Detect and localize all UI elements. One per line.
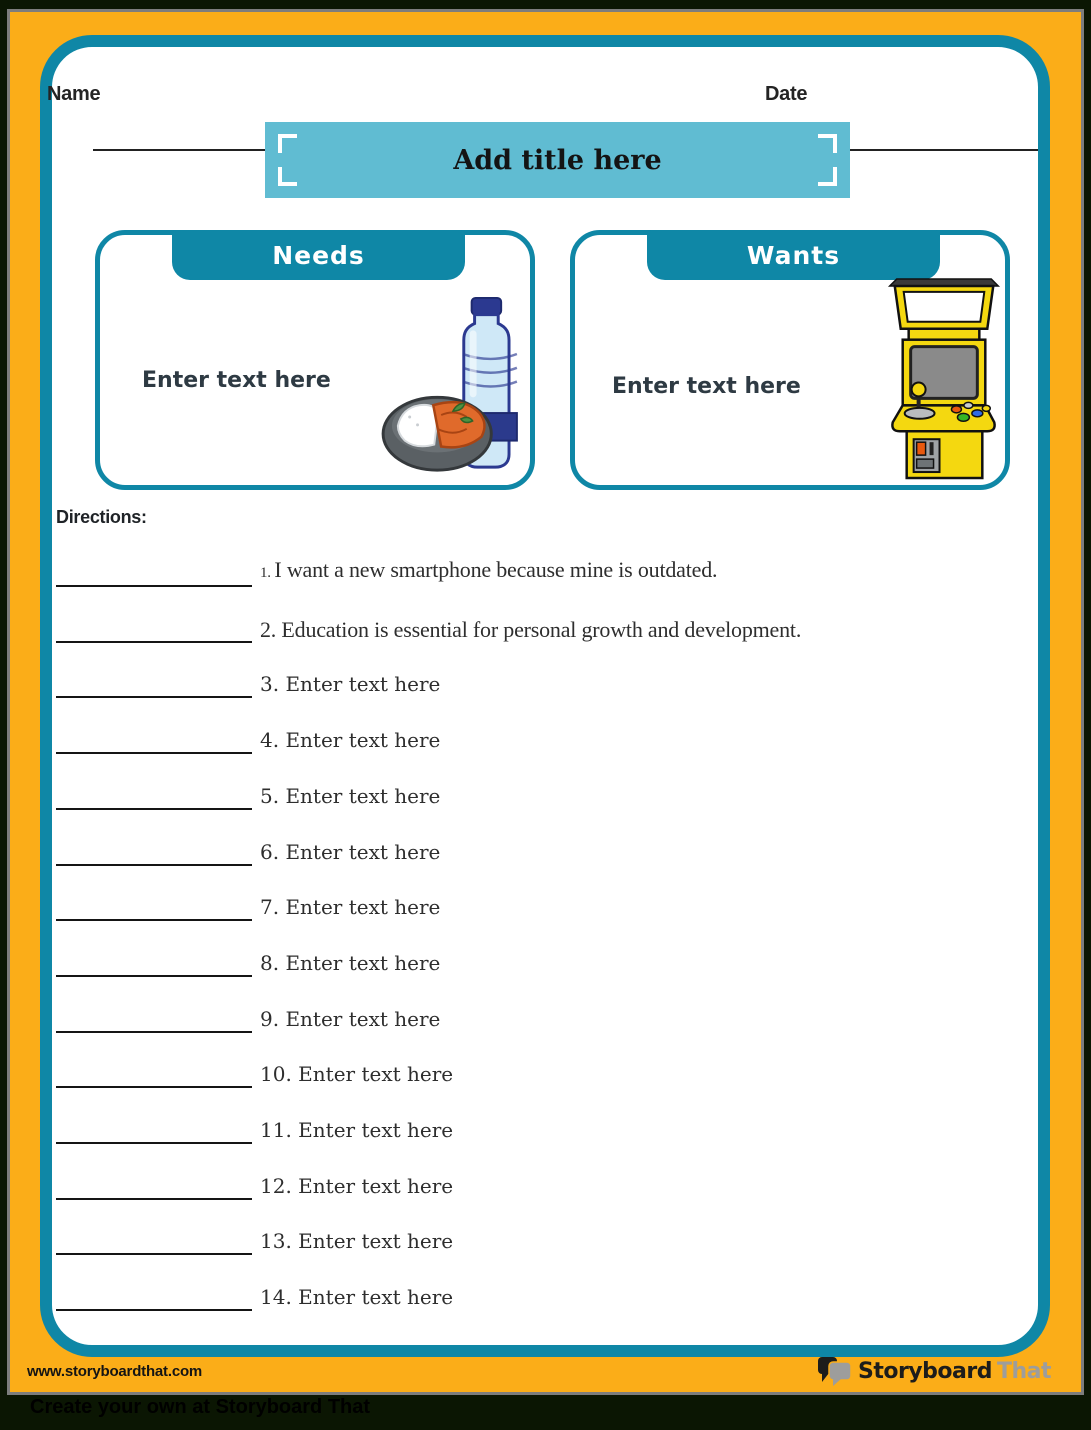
- corner-bracket-icon: [818, 167, 837, 186]
- needs-placeholder-text[interactable]: Enter text here: [142, 368, 331, 393]
- item-number: 10.: [260, 1062, 299, 1087]
- item-text[interactable]: 8. Enter text here: [260, 950, 441, 975]
- wants-box: [570, 230, 1010, 490]
- item-text[interactable]: 9. Enter text here: [260, 1006, 441, 1031]
- corner-bracket-icon: [818, 134, 837, 153]
- logo-text-primary: Storyboard: [857, 1359, 992, 1384]
- item-text[interactable]: 6. Enter text here: [260, 839, 441, 864]
- logo-text-secondary: That: [996, 1359, 1051, 1384]
- item-number: 3.: [260, 672, 286, 697]
- directions-label: Directions:: [56, 507, 147, 527]
- answer-blank[interactable]: [56, 672, 252, 698]
- worksheet-paper: [10, 12, 1081, 1392]
- answer-blank[interactable]: [56, 1007, 252, 1033]
- list-item: [56, 1225, 996, 1255]
- list-item: [56, 613, 996, 643]
- name-label: Name: [47, 83, 101, 105]
- answer-blank[interactable]: [56, 1062, 252, 1088]
- worksheet-page: [40, 35, 1050, 1357]
- item-text: 1. I want a new smartphone because mine is outdated.: [260, 557, 718, 582]
- item-number: 1.: [260, 565, 275, 581]
- item-number: 11.: [260, 1118, 299, 1142]
- arcade-machine-illustration: [886, 277, 1002, 481]
- answer-blank[interactable]: [56, 784, 252, 810]
- needs-header-tab: [172, 230, 465, 280]
- item-text[interactable]: 12. Enter text here: [260, 1173, 454, 1198]
- wants-placeholder-text[interactable]: Enter text here: [612, 374, 801, 399]
- item-number: 13.: [260, 1229, 299, 1254]
- list-item: [56, 836, 996, 866]
- food-and-water-illustration: [375, 295, 525, 477]
- item-text[interactable]: 3. Enter text here: [260, 672, 441, 697]
- corner-bracket-icon: [278, 134, 297, 153]
- list-item: [56, 1058, 996, 1088]
- answer-blank[interactable]: [56, 728, 252, 754]
- answer-blank[interactable]: [56, 1229, 252, 1255]
- item-text[interactable]: 11. Enter text here: [260, 1118, 454, 1142]
- needs-box: [95, 230, 535, 490]
- answer-blank[interactable]: [56, 1285, 252, 1311]
- create-your-own-tagline: Create your own at Storyboard That: [30, 1396, 371, 1418]
- answer-blank[interactable]: [56, 617, 252, 643]
- item-number: 9.: [260, 1006, 286, 1031]
- item-number: 8.: [260, 950, 286, 975]
- item-number: 6.: [260, 839, 286, 864]
- list-item: [56, 724, 996, 754]
- speech-bubbles-icon: [817, 1356, 853, 1387]
- item-number: 5.: [260, 783, 286, 808]
- needs-title: Needs: [272, 240, 365, 270]
- item-number: 14.: [260, 1285, 299, 1310]
- item-text[interactable]: 10. Enter text here: [260, 1062, 454, 1087]
- date-label: Date: [765, 83, 808, 105]
- item-text: 2. Education is essential for personal growth and development.: [260, 616, 802, 642]
- list-item: [56, 1170, 996, 1200]
- list-item: [56, 1003, 996, 1033]
- list-item: [56, 1281, 996, 1311]
- item-text[interactable]: 14. Enter text here: [260, 1285, 454, 1310]
- list-item: [56, 891, 996, 921]
- answer-blank[interactable]: [56, 561, 252, 587]
- list-item: [56, 557, 996, 587]
- item-text[interactable]: 13. Enter text here: [260, 1229, 454, 1254]
- website-url: www.storyboardthat.com: [27, 1363, 203, 1380]
- item-number: 2.: [260, 616, 282, 642]
- list-item: [56, 668, 996, 698]
- answer-blank[interactable]: [56, 1174, 252, 1200]
- storyboardthat-logo: [817, 1356, 1051, 1387]
- wants-title: Wants: [746, 240, 841, 270]
- item-text[interactable]: 5. Enter text here: [260, 783, 441, 808]
- item-number: 12.: [260, 1173, 299, 1198]
- item-number: 4.: [260, 728, 286, 753]
- item-text[interactable]: 4. Enter text here: [260, 728, 441, 753]
- title-placeholder-text[interactable]: Add title here: [453, 144, 662, 176]
- answer-blank[interactable]: [56, 951, 252, 977]
- list-item: [56, 780, 996, 810]
- wants-header-tab: [647, 230, 940, 280]
- list-item: [56, 1114, 996, 1144]
- title-box[interactable]: [265, 122, 850, 198]
- corner-bracket-icon: [278, 167, 297, 186]
- list-item: [56, 947, 996, 977]
- answer-blank[interactable]: [56, 895, 252, 921]
- answer-blank[interactable]: [56, 1118, 252, 1144]
- answer-blank[interactable]: [56, 840, 252, 866]
- item-number: 7.: [260, 895, 286, 920]
- item-text[interactable]: 7. Enter text here: [260, 895, 441, 920]
